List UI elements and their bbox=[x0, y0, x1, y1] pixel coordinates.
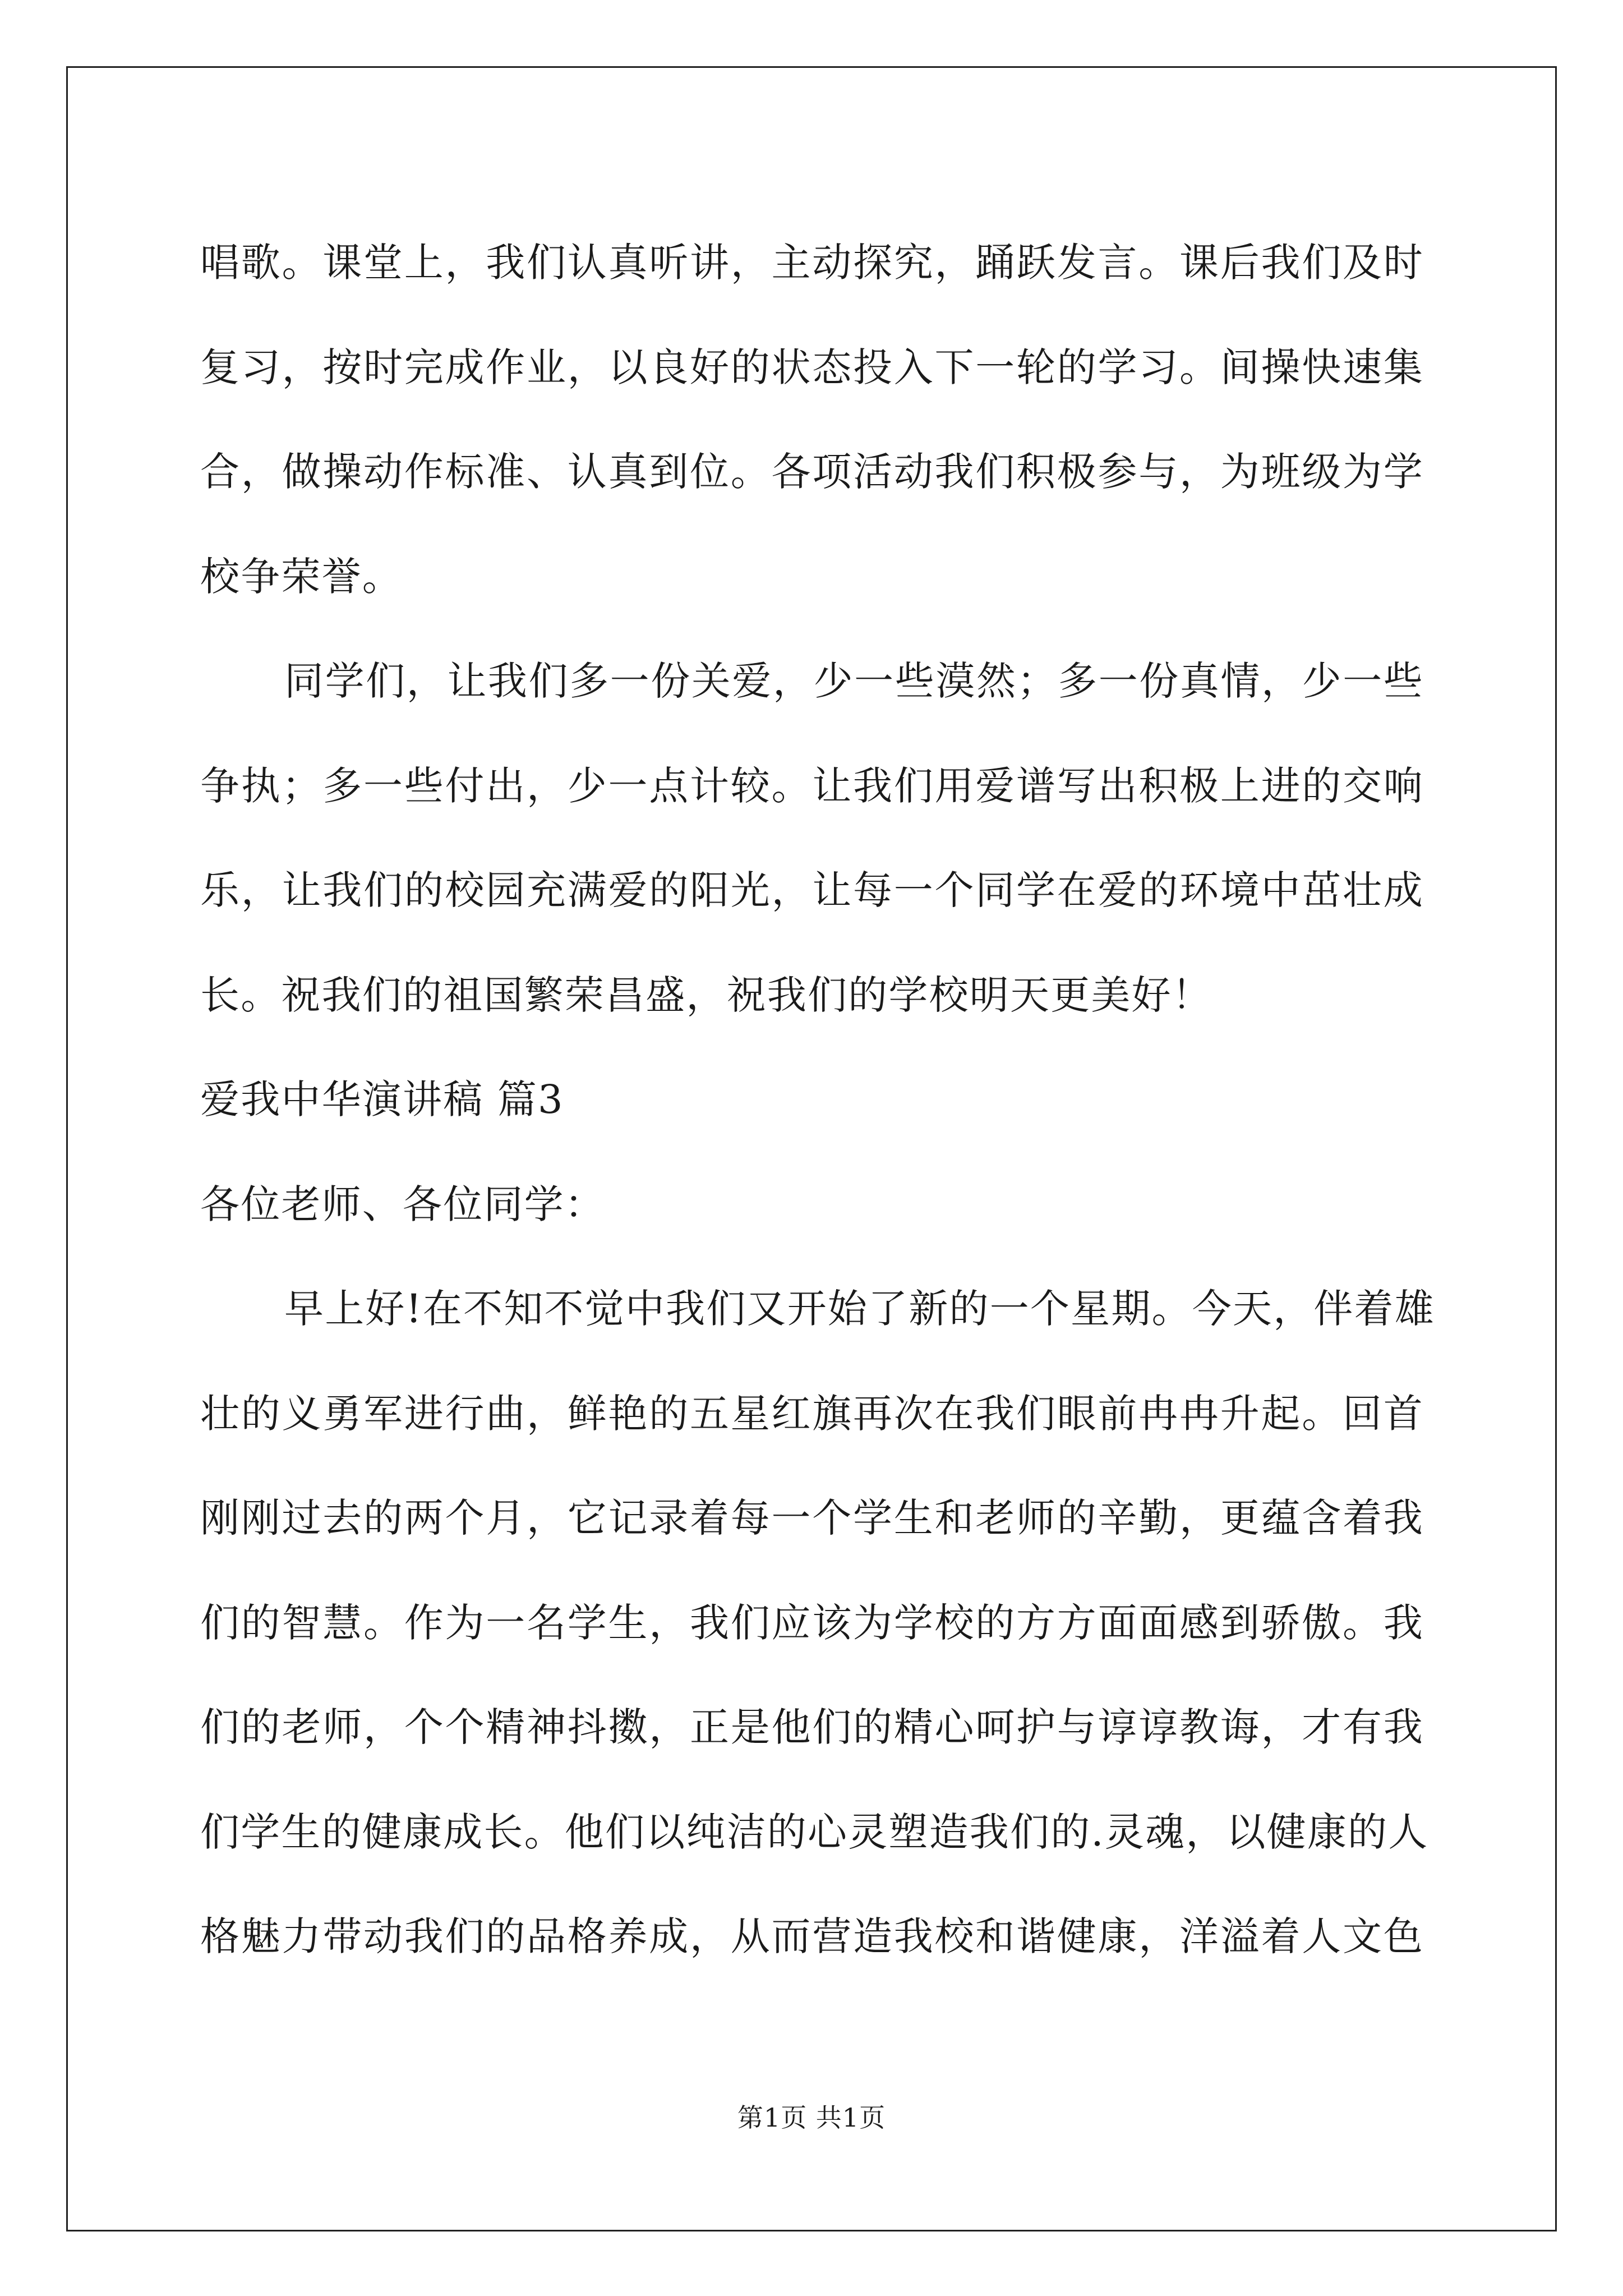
paragraph-line: 刚刚过去的两个月，它记录着每一个学生和老师的辛勤，更蕴含着我 bbox=[200, 1495, 1424, 1541]
paragraph-line: 早上好!在不知不觉中我们又开始了新的一个星期。今天，伴着雄 bbox=[284, 1286, 1435, 1332]
paragraph-line: 唱歌。课堂上，我们认真听讲，主动探究，踊跃发言。课后我们及时 bbox=[200, 240, 1424, 286]
document-body bbox=[200, 210, 1435, 1989]
paragraph-line: 同学们，让我们多一份关爱，少一些漠然；多一份真情，少一些 bbox=[284, 658, 1424, 704]
salutation: 各位老师、各位同学： bbox=[200, 1181, 605, 1227]
paragraph-line: 们的智慧。作为一名学生，我们应该为学校的方方面面感到骄傲。我 bbox=[200, 1599, 1424, 1646]
page-number-footer: 第1页 共1页 bbox=[737, 2102, 886, 2133]
paragraph-line: 长。祝我们的祖国繁荣昌盛，祝我们的学校明天更美好！ bbox=[200, 972, 1212, 1018]
paragraph-line: 合，做操动作标准、认真到位。各项活动我们积极参与，为班级为学 bbox=[200, 449, 1424, 495]
paragraph-line: 乐，让我们的校园充满爱的阳光，让每一个同学在爱的环境中茁壮成 bbox=[200, 867, 1424, 913]
section-heading: 爱我中华演讲稿 篇3 bbox=[200, 1076, 564, 1122]
paragraph-line: 校争荣誉。 bbox=[200, 553, 403, 600]
paragraph-line: 争执；多一些付出，少一点计较。让我们用爱谱写出积极上进的交响 bbox=[200, 762, 1424, 809]
paragraph-line: 们学生的健康成长。他们以纯洁的心灵塑造我们的.灵魂，以健康的人 bbox=[200, 1809, 1429, 1855]
paragraph-line: 壮的义勇军进行曲，鲜艳的五星红旗再次在我们眼前冉冉升起。回首 bbox=[200, 1390, 1424, 1437]
paragraph-line: 们的老师，个个精神抖擞，正是他们的精心呵护与谆谆教诲，才有我 bbox=[200, 1704, 1424, 1750]
paragraph-line: 复习，按时完成作业，以良好的状态投入下一轮的学习。间操快速集 bbox=[200, 344, 1424, 390]
paragraph-line: 格魅力带动我们的品格养成，从而营造我校和谐健康，洋溢着人文色 bbox=[200, 1913, 1424, 1959]
